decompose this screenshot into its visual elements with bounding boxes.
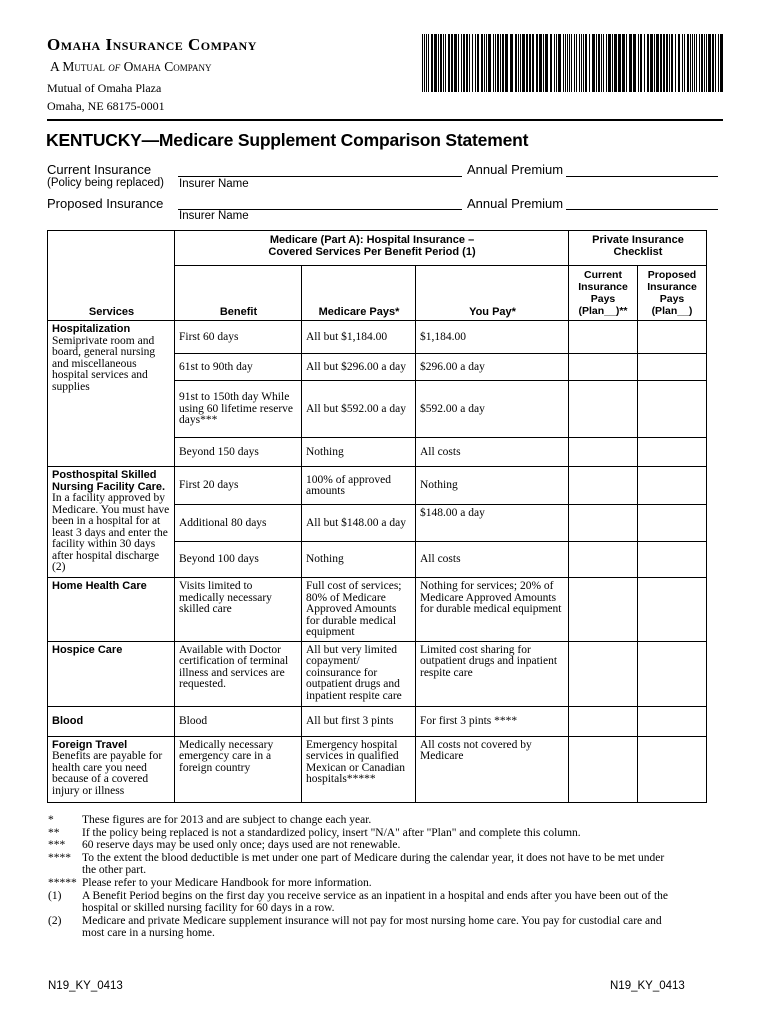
- barcode-bar: [556, 34, 557, 92]
- service-desc: Semiprivate room and board, general nursing and miscellaneous hospital services and supplies: [52, 334, 156, 393]
- barcode-bar: [518, 34, 519, 92]
- barcode-bar: [690, 34, 691, 92]
- barcode-bar: [626, 34, 627, 92]
- footnote: [48, 814, 668, 827]
- table-row: [48, 641, 707, 706]
- barcode-bar: [500, 34, 501, 92]
- barcode-bar: [458, 34, 459, 92]
- barcode-bar: [660, 34, 662, 92]
- barcode-bar: [438, 34, 439, 92]
- benefit-cell: Available with Doctor certification of terminal illness and services are requested.: [175, 641, 302, 706]
- barcode-bar: [574, 34, 575, 92]
- barcode-bar: [720, 34, 723, 92]
- barcode-bar: [671, 34, 673, 92]
- barcode-bar: [434, 34, 437, 92]
- col-header-benefit: Benefit: [175, 266, 302, 321]
- barcode-bar: [554, 34, 555, 92]
- footnote-text: If the policy being replaced is not a standardized policy, insert "N/A" after "Plan" and complete this column.: [82, 826, 581, 839]
- barcode-bar: [663, 34, 665, 92]
- barcode-bar: [682, 34, 683, 92]
- barcode-bar: [687, 34, 689, 92]
- proposed-checkbox-cell[interactable]: [638, 438, 707, 467]
- current-annual-premium-field[interactable]: [566, 176, 718, 177]
- medicare-header-line: Covered Services Per Benefit Period (1): [268, 246, 476, 258]
- table-header-cell: [48, 231, 175, 266]
- barcode-bar: [463, 34, 465, 92]
- footnote-mark: *****: [48, 876, 77, 889]
- you-pay-cell: All costs not covered by Medicare: [416, 736, 569, 802]
- footnote: [48, 827, 668, 840]
- barcode-bar: [696, 34, 697, 92]
- barcode-bar: [669, 34, 670, 92]
- barcode-bar: [618, 34, 621, 92]
- you-pay-cell: $296.00 a day: [416, 354, 569, 381]
- insurer-name-caption: Insurer Name: [179, 210, 249, 222]
- checklist-header-line: Private Insurance: [592, 234, 684, 246]
- service-title: Home Health Care: [52, 580, 147, 592]
- you-pay-cell: $592.00 a day: [416, 381, 569, 438]
- col-header-you-pay: You Pay*: [416, 266, 569, 321]
- barcode-bar: [654, 34, 655, 92]
- barcode-bar: [694, 34, 695, 92]
- barcode-bar: [426, 34, 427, 92]
- service-desc: In a facility approved by Medicare. You must have been in a hospital for at least 3 days and enter the facility within 30 days after hospital discharge (2): [52, 492, 170, 573]
- barcode-bar: [589, 34, 590, 92]
- barcode-bar: [675, 34, 676, 92]
- footnote-text: Medicare and private Medicare supplement insurance will not pay for most nursing home care. You pay for custodial care and most care in a nursing home.: [82, 914, 662, 940]
- barcode-bar: [701, 34, 703, 92]
- medicare-pays-cell: 100% of approved amounts: [302, 467, 416, 505]
- benefit-cell: Beyond 100 days: [175, 542, 302, 578]
- barcode-bar: [477, 34, 479, 92]
- table-row: [48, 321, 707, 354]
- medicare-pays-cell: Nothing: [302, 542, 416, 578]
- comparison-table: [47, 230, 707, 803]
- footnote: [48, 852, 668, 877]
- you-pay-cell: $1,184.00: [416, 321, 569, 354]
- table-row: [48, 467, 707, 505]
- barcode-bar: [622, 34, 625, 92]
- barcode-bar: [526, 34, 528, 92]
- barcode-bar: [684, 34, 685, 92]
- barcode-bar: [454, 34, 457, 92]
- you-pay-cell: Nothing for services; 20% of Medicare Approved Amounts for durable medical equipment: [416, 578, 569, 642]
- service-blood: [48, 706, 175, 736]
- medicare-pays-cell: All but $1,184.00: [302, 321, 416, 354]
- proposed-checkbox-cell[interactable]: [638, 354, 707, 381]
- barcode-bar: [708, 34, 711, 92]
- barcode: [422, 34, 727, 92]
- table-header-row: [48, 231, 707, 266]
- annual-premium-label: Annual Premium: [467, 162, 564, 177]
- barcode-bar: [563, 34, 564, 92]
- barcode-bar: [497, 34, 499, 92]
- service-title: Foreign Travel: [52, 738, 128, 751]
- footnote-mark: (1): [48, 889, 62, 902]
- benefit-cell: Blood: [175, 706, 302, 736]
- table-row: [48, 578, 707, 642]
- benefit-cell: Additional 80 days: [175, 505, 302, 542]
- barcode-bar: [678, 34, 680, 92]
- barcode-bar: [428, 34, 429, 92]
- proposed-checkbox-cell[interactable]: [638, 641, 707, 706]
- barcode-bar: [569, 34, 570, 92]
- barcode-bar: [644, 34, 645, 92]
- footnote-text: A Benefit Period begins on the first day you receive service as an inpatient in a hospital and ends after you have been out of the hospital or skilled nursing facility for 60 days in a row.: [82, 889, 669, 915]
- footnote: [48, 877, 668, 890]
- current-insurer-name-field[interactable]: [178, 176, 462, 177]
- barcode-bar: [715, 34, 716, 92]
- barcode-bar: [505, 34, 508, 92]
- barcode-bar: [581, 34, 582, 92]
- barcode-bar: [529, 34, 531, 92]
- service-home-health: [48, 578, 175, 642]
- barcode-bar: [461, 34, 462, 92]
- proposed-insurance-label: Proposed Insurance: [47, 196, 164, 211]
- table-row: [48, 736, 707, 802]
- barcode-bar: [650, 34, 653, 92]
- you-pay-cell: All costs: [416, 542, 569, 578]
- barcode-bar: [656, 34, 659, 92]
- barcode-bar: [543, 34, 544, 92]
- barcode-bar: [495, 34, 496, 92]
- barcode-bar: [629, 34, 632, 92]
- current-insurance-label: Current Insurance: [47, 162, 152, 177]
- current-checkbox-cell[interactable]: [569, 321, 638, 354]
- benefit-cell: Medically necessary emergency care in a foreign country: [175, 736, 302, 802]
- proposed-checkbox-cell[interactable]: [638, 542, 707, 578]
- footnote-text: 60 reserve days may be used only once; days used are not renewable.: [82, 839, 401, 852]
- current-checkbox-cell[interactable]: [569, 467, 638, 505]
- barcode-bar: [612, 34, 613, 92]
- barcode-bar: [706, 34, 707, 92]
- footnote-mark: (2): [48, 914, 62, 927]
- barcode-bar: [431, 34, 433, 92]
- service-foreign-travel: [48, 736, 175, 802]
- column-header-row: [48, 266, 707, 321]
- medicare-pays-cell: All but first 3 pints: [302, 706, 416, 736]
- barcode-bar: [493, 34, 494, 92]
- barcode-bar: [558, 34, 561, 92]
- footnote-mark: *: [48, 814, 54, 826]
- col-header-medicare-pays: Medicare Pays*: [302, 266, 416, 321]
- medicare-pays-cell: All but $296.00 a day: [302, 354, 416, 381]
- current-checkbox-cell[interactable]: [569, 542, 638, 578]
- service-snf: [48, 467, 175, 578]
- barcode-bar: [598, 34, 600, 92]
- barcode-bar: [484, 34, 485, 92]
- barcode-bar: [445, 34, 446, 92]
- barcode-bar: [565, 34, 566, 92]
- medicare-pays-cell: Nothing: [302, 438, 416, 467]
- barcode-bar: [481, 34, 483, 92]
- checklist-header-line: Checklist: [613, 246, 663, 258]
- col-header-proposed-insurance: Proposed Insurance Pays (Plan__): [638, 266, 707, 321]
- barcode-bar: [539, 34, 542, 92]
- barcode-bar: [448, 34, 450, 92]
- proposed-checkbox-cell[interactable]: [638, 578, 707, 642]
- current-checkbox-cell[interactable]: [569, 706, 638, 736]
- medicare-pays-cell: Emergency hospital services in qualified Mexican or Canadian hospitals*****: [302, 736, 416, 802]
- medicare-pays-cell: All but $148.00 a day: [302, 505, 416, 542]
- barcode-bar: [647, 34, 649, 92]
- barcode-bar: [592, 34, 595, 92]
- barcode-bar: [567, 34, 568, 92]
- tagline-part: A Mutual: [50, 59, 109, 74]
- service-desc: Benefits are payable for health care you need because of a covered injury or illness: [52, 750, 163, 797]
- service-title: Hospitalization: [52, 323, 131, 335]
- letterhead: [47, 30, 727, 122]
- current-checkbox-cell[interactable]: [569, 381, 638, 438]
- address-line-1: Mutual of Omaha Plaza: [47, 81, 162, 95]
- checklist-header: [569, 231, 707, 266]
- barcode-bar: [545, 34, 548, 92]
- you-pay-cell: Limited cost sharing for outpatient drugs and inpatient respite care: [416, 641, 569, 706]
- barcode-bar: [422, 34, 423, 92]
- you-pay-cell: Nothing: [416, 467, 569, 505]
- form-number-right: N19_KY_0413: [610, 980, 685, 992]
- benefit-cell: 91st to 150th day While using 60 lifetime reserve days***: [175, 381, 302, 438]
- footnotes: [48, 814, 668, 940]
- barcode-bar: [486, 34, 487, 92]
- service-title: Posthospital Skilled Nursing Facility Care.: [52, 469, 166, 493]
- col-header-current-insurance: Current Insurance Pays (Plan__)**: [569, 266, 638, 321]
- barcode-bar: [451, 34, 453, 92]
- benefit-cell: First 20 days: [175, 467, 302, 505]
- benefit-cell: First 60 days: [175, 321, 302, 354]
- barcode-bar: [692, 34, 693, 92]
- proposed-checkbox-cell[interactable]: [638, 706, 707, 736]
- barcode-bar: [608, 34, 611, 92]
- barcode-bar: [488, 34, 491, 92]
- proposed-checkbox-cell[interactable]: [638, 467, 707, 505]
- benefit-cell: Beyond 150 days: [175, 438, 302, 467]
- service-hospice: [48, 641, 175, 706]
- you-pay-cell: All costs: [416, 438, 569, 467]
- barcode-bar: [466, 34, 468, 92]
- barcode-bar: [704, 34, 705, 92]
- current-checkbox-cell[interactable]: [569, 736, 638, 802]
- proposed-checkbox-cell[interactable]: [638, 381, 707, 438]
- insurer-name-caption: Insurer Name: [179, 178, 249, 190]
- proposed-checkbox-cell[interactable]: [638, 321, 707, 354]
- annual-premium-label: Annual Premium: [467, 196, 564, 211]
- medicare-pays-cell: All but very limited copayment/ coinsurance for outpatient drugs and inpatient respite care: [302, 641, 416, 706]
- medicare-pays-cell: All but $592.00 a day: [302, 381, 416, 438]
- barcode-bar: [532, 34, 534, 92]
- barcode-bar: [472, 34, 473, 92]
- form-number-left: N19_KY_0413: [48, 980, 123, 992]
- current-checkbox-cell[interactable]: [569, 354, 638, 381]
- benefit-cell: Visits limited to medically necessary skilled care: [175, 578, 302, 642]
- barcode-bar: [614, 34, 617, 92]
- barcode-bar: [475, 34, 476, 92]
- barcode-bar: [536, 34, 538, 92]
- footnote-mark: **: [48, 826, 60, 839]
- company-tagline: [50, 59, 211, 75]
- barcode-bar: [469, 34, 470, 92]
- barcode-bar: [502, 34, 504, 92]
- footnote: [48, 839, 668, 852]
- footnote: [48, 890, 668, 915]
- col-header-services: Services: [48, 266, 175, 321]
- barcode-bar: [640, 34, 642, 92]
- service-title: Blood: [52, 714, 84, 727]
- footnote: [48, 915, 668, 940]
- current-checkbox-cell[interactable]: [569, 578, 638, 642]
- barcode-bar: [601, 34, 602, 92]
- barcode-bar: [571, 34, 572, 92]
- barcode-bar: [515, 34, 517, 92]
- footnote-text: To the extent the blood deductible is met under one part of Medicare during the calendar year, it does not have to be met under the other part.: [82, 851, 665, 877]
- barcode-bar: [520, 34, 521, 92]
- footnote-mark: ***: [48, 839, 66, 852]
- barcode-bar: [606, 34, 607, 92]
- table-row: [48, 706, 707, 736]
- you-pay-cell: $148.00 a day: [416, 505, 569, 542]
- service-hospitalization: [48, 321, 175, 467]
- current-checkbox-cell[interactable]: [569, 505, 638, 542]
- service-title: Hospice Care: [52, 643, 123, 656]
- tagline-part: Omaha Company: [120, 59, 212, 74]
- company-name: Omaha Insurance Company: [47, 35, 257, 54]
- barcode-bar: [585, 34, 587, 92]
- barcode-bar: [443, 34, 444, 92]
- footnote-text: Please refer to your Medicare Handbook for more information.: [82, 876, 372, 889]
- barcode-bar: [596, 34, 597, 92]
- address-line-2: Omaha, NE 68175-0001: [47, 99, 165, 113]
- proposed-checkbox-cell[interactable]: [638, 736, 707, 802]
- footnote-mark: ****: [48, 851, 71, 864]
- barcode-bar: [712, 34, 714, 92]
- barcode-bar: [522, 34, 525, 92]
- proposed-checkbox-cell[interactable]: [638, 505, 707, 542]
- barcode-bar: [699, 34, 700, 92]
- barcode-bar: [603, 34, 604, 92]
- header-rule: [47, 119, 723, 121]
- medicare-header-line: Medicare (Part A): Hospital Insurance –: [269, 234, 475, 246]
- tagline-part: of: [108, 59, 121, 74]
- barcode-bar: [424, 34, 425, 92]
- proposed-annual-premium-field[interactable]: [566, 209, 718, 210]
- current-checkbox-cell[interactable]: [569, 641, 638, 706]
- current-insurance-sub: (Policy being replaced): [47, 177, 164, 189]
- barcode-bar: [666, 34, 668, 92]
- barcode-bar: [440, 34, 442, 92]
- barcode-bar: [638, 34, 639, 92]
- barcode-bar: [583, 34, 584, 92]
- barcode-bar: [718, 34, 719, 92]
- barcode-bar: [633, 34, 636, 92]
- benefit-cell: 61st to 90th day: [175, 354, 302, 381]
- page-title: KENTUCKY—Medicare Supplement Comparison Statement: [46, 130, 529, 150]
- current-checkbox-cell[interactable]: [569, 438, 638, 467]
- footnote-text: These figures are for 2013 and are subject to change each year.: [82, 814, 372, 826]
- medicare-header: [175, 231, 569, 266]
- barcode-bar: [550, 34, 552, 92]
- you-pay-cell: For first 3 pints ****: [416, 706, 569, 736]
- barcode-bar: [576, 34, 577, 92]
- medicare-pays-cell: Full cost of services; 80% of Medicare Approved Amounts for durable medical equipment: [302, 578, 416, 642]
- barcode-bar: [579, 34, 580, 92]
- barcode-bar: [510, 34, 513, 92]
